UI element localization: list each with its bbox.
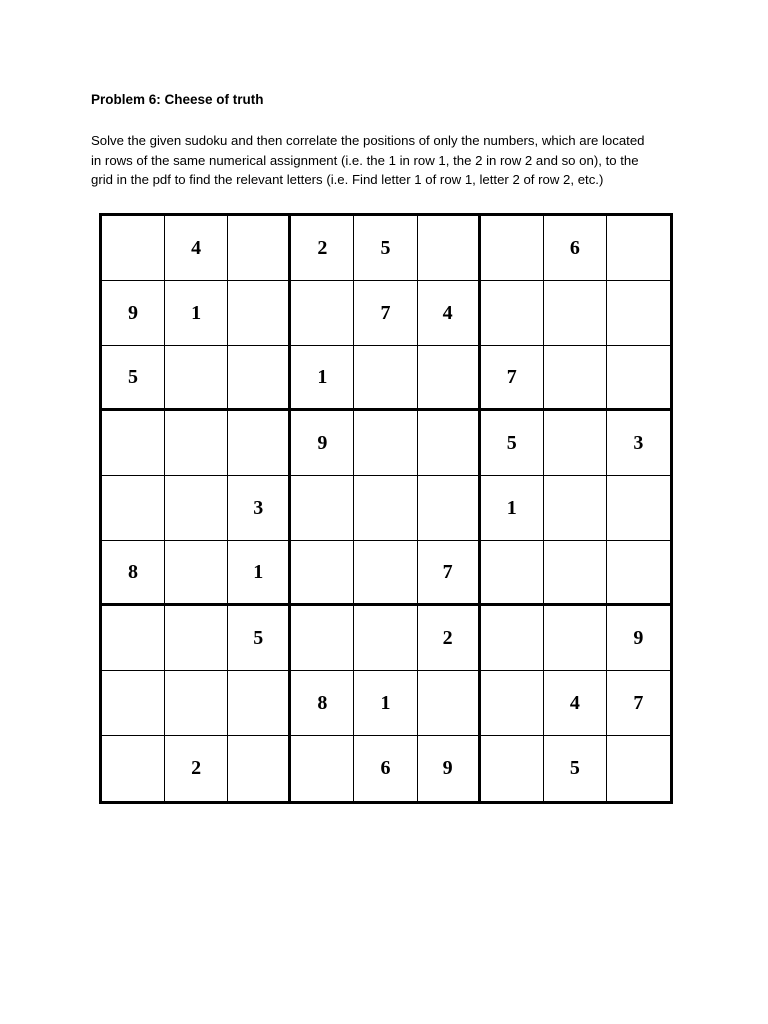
sudoku-cell: 5 <box>102 346 165 411</box>
sudoku-cell <box>354 411 417 476</box>
sudoku-cell <box>418 346 481 411</box>
sudoku-cell: 5 <box>481 411 544 476</box>
sudoku-cell: 7 <box>418 541 481 606</box>
sudoku-cell <box>544 411 607 476</box>
sudoku-cell: 2 <box>291 216 354 281</box>
sudoku-cell <box>607 216 670 281</box>
sudoku-cell <box>165 541 228 606</box>
sudoku-cell <box>544 606 607 671</box>
sudoku-cell: 7 <box>481 346 544 411</box>
sudoku-cell <box>165 606 228 671</box>
sudoku-cell <box>228 671 291 736</box>
sudoku-cell: 5 <box>228 606 291 671</box>
sudoku-cell <box>607 736 670 801</box>
sudoku-cell <box>481 671 544 736</box>
sudoku-cell: 3 <box>228 476 291 541</box>
sudoku-grid <box>99 213 673 804</box>
sudoku-cell: 4 <box>544 671 607 736</box>
instructions-line: in rows of the same numerical assignment (i.e. the 1 in row 1, the 2 in row 2 and so on), to the <box>91 152 639 168</box>
sudoku-cell <box>607 346 670 411</box>
sudoku-cell: 9 <box>418 736 481 801</box>
sudoku-cell: 5 <box>544 736 607 801</box>
sudoku-cell <box>291 541 354 606</box>
sudoku-cell: 6 <box>354 736 417 801</box>
sudoku-cell <box>102 606 165 671</box>
sudoku-cell: 9 <box>102 281 165 346</box>
sudoku-cell: 4 <box>418 281 481 346</box>
sudoku-cell <box>354 606 417 671</box>
sudoku-cell <box>291 476 354 541</box>
sudoku-cell: 7 <box>354 281 417 346</box>
sudoku-cell <box>418 476 481 541</box>
sudoku-cell <box>291 736 354 801</box>
sudoku-cell: 6 <box>544 216 607 281</box>
sudoku-cell: 1 <box>291 346 354 411</box>
sudoku-cell <box>228 281 291 346</box>
sudoku-cell <box>291 606 354 671</box>
instructions-line: Solve the given sudoku and then correlate the positions of only the numbers, which are located <box>91 133 645 148</box>
sudoku-cell <box>228 216 291 281</box>
sudoku-cell <box>607 476 670 541</box>
sudoku-cell: 1 <box>228 541 291 606</box>
sudoku-cell <box>481 606 544 671</box>
sudoku-cell <box>102 671 165 736</box>
sudoku-cell <box>544 541 607 606</box>
sudoku-cell: 9 <box>607 606 670 671</box>
sudoku-cell <box>481 736 544 801</box>
sudoku-cell <box>544 346 607 411</box>
sudoku-cell: 2 <box>165 736 228 801</box>
sudoku-cell <box>607 541 670 606</box>
sudoku-cell: 1 <box>481 476 544 541</box>
sudoku-cell <box>418 671 481 736</box>
sudoku-cell <box>544 281 607 346</box>
sudoku-cell <box>228 346 291 411</box>
sudoku-cell <box>228 736 291 801</box>
sudoku-cell <box>481 281 544 346</box>
sudoku-cell <box>354 346 417 411</box>
sudoku-cell <box>607 281 670 346</box>
sudoku-cell <box>481 541 544 606</box>
instructions-line: grid in the pdf to find the relevant letters (i.e. Find letter 1 of row 1, letter 2 of row 2, etc.) <box>91 172 604 187</box>
sudoku-cell: 1 <box>165 281 228 346</box>
sudoku-cell: 8 <box>291 671 354 736</box>
sudoku-cell: 8 <box>102 541 165 606</box>
sudoku-cell <box>102 411 165 476</box>
sudoku-cell <box>354 541 417 606</box>
sudoku-cell <box>291 281 354 346</box>
sudoku-cell <box>102 476 165 541</box>
problem-title: Problem 6: Cheese of truth <box>91 92 264 107</box>
sudoku-cell <box>165 346 228 411</box>
instructions-paragraph <box>91 131 691 190</box>
sudoku-cell <box>418 216 481 281</box>
sudoku-cell <box>481 216 544 281</box>
sudoku-cell: 1 <box>354 671 417 736</box>
sudoku-cell <box>418 411 481 476</box>
sudoku-cell: 5 <box>354 216 417 281</box>
sudoku-cell <box>165 671 228 736</box>
sudoku-cell <box>228 411 291 476</box>
sudoku-cell: 9 <box>291 411 354 476</box>
sudoku-cell: 7 <box>607 671 670 736</box>
sudoku-cell: 2 <box>418 606 481 671</box>
sudoku-cell <box>102 736 165 801</box>
sudoku-cell <box>102 216 165 281</box>
sudoku-cell <box>165 411 228 476</box>
sudoku-cell <box>354 476 417 541</box>
sudoku-cell <box>165 476 228 541</box>
sudoku-cell <box>544 476 607 541</box>
sudoku-cell: 3 <box>607 411 670 476</box>
sudoku-cell: 4 <box>165 216 228 281</box>
